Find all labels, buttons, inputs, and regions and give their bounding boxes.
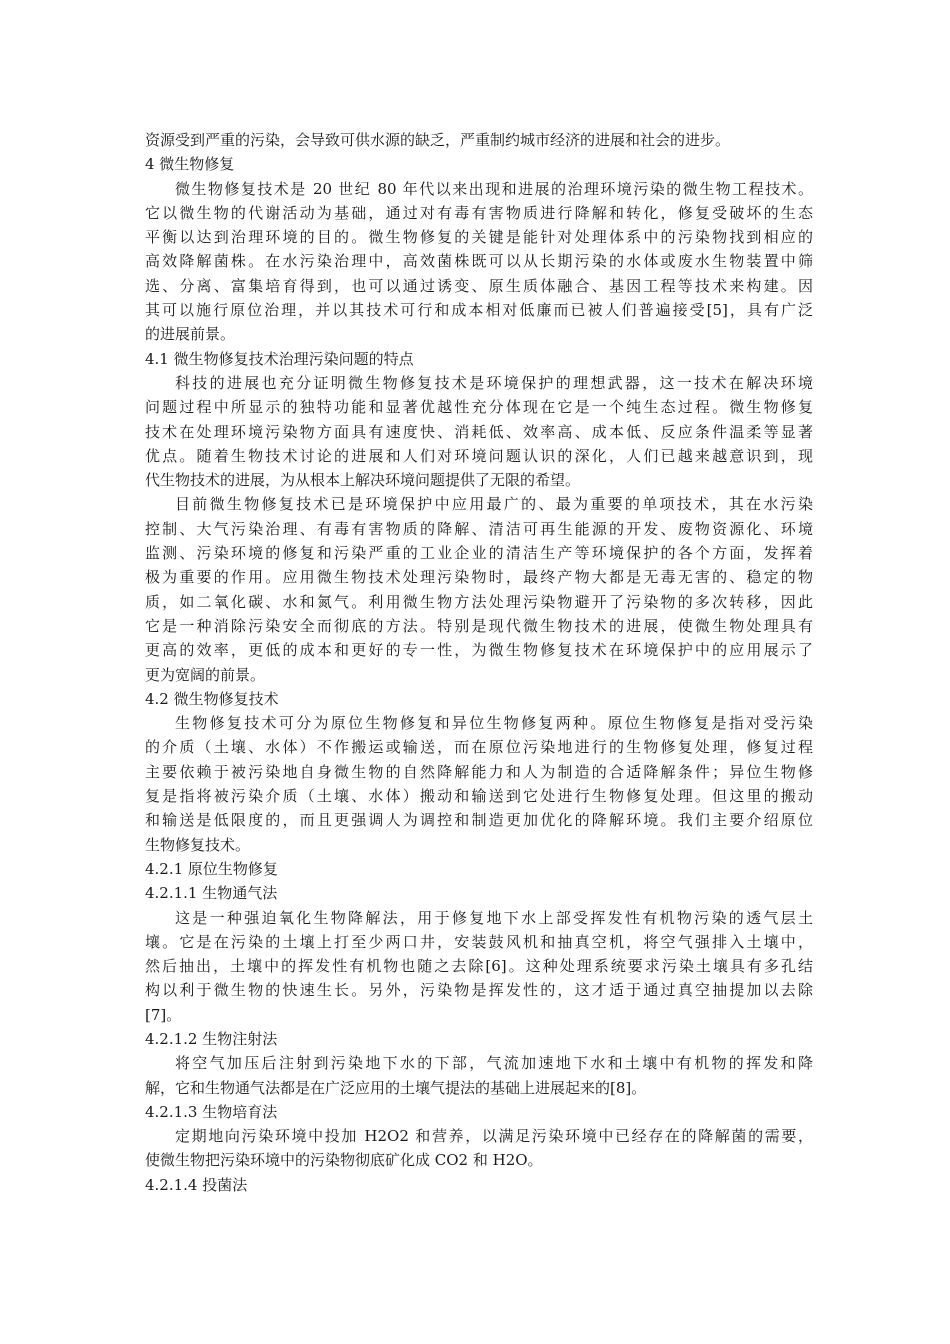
paragraph-line: 壤。它是在污染的土壤上打至少两口井，安装鼓风机和抽真空机，将空气强排入土壤中， [145,932,813,951]
paragraph-line: 这是一种强迫氧化生物降解法，用于修复地下水上部受挥发性有机物污染的透气层土 [175,908,813,927]
paragraph-line: 主要依赖于被污染地自身微生物的自然降解能力和人为制造的合适降解条件；异位生物修 [145,762,813,781]
section-heading: 4.2.1.1 生物通气法 [145,884,278,903]
paragraph-line: 问题过程中所显示的独特功能和显著优越性充分体现在它是一个纯生态过程。微生物修复 [145,398,813,417]
section-heading: 4 微生物修复 [145,155,235,174]
paragraph-line: 和输送是低限度的，而且更强调人为调控和制造更加优化的降解环境。我们主要介绍原位 [145,811,813,830]
paragraph-line: 复是指将被污染介质（土壤、水体）搬动和输送到它处进行生物修复处理。但这里的搬动 [145,787,813,806]
section-heading: 4.2.1 原位生物修复 [145,859,278,878]
paragraph-line: 更高的效率，更低的成本和更好的专一性，为微生物修复技术在环境保护中的应用展示了 [145,641,813,660]
paragraph-line: 监测、污染环境的修复和污染严重的工业企业的清洁生产等环境保护的各个方面，发挥着 [145,544,813,563]
paragraph-line: 平衡以达到治理环境的目的。微生物修复的关键是能针对处理体系中的污染物找到相应的 [145,228,813,247]
paragraph-line: 然后抽出，土壤中的挥发性有机物也随之去除[6]。这种处理系统要求污染土壤具有多孔结 [145,957,813,976]
paragraph-line: 代生物技术的进展，为从根本上解决环境问题提供了无限的希望。 [145,471,581,490]
paragraph-line: 控制、大气污染治理、有毒有害物质的降解、清洁可再生能源的开发、废物资源化、环境 [145,519,813,538]
section-heading: 4.2.1.3 生物培育法 [145,1102,278,1121]
paragraph-line: 技术在处理环境污染物方面具有速度快、消耗低、效率高、成本低、反应条件温柔等显著 [145,422,813,441]
paragraph-line: 它是一种消除污染安全而彻底的方法。特别是现代微生物技术的进展，使微生物处理具有 [145,616,813,635]
paragraph-line: [7]。 [145,1005,182,1024]
paragraph-line: 其可以施行原位治理，并以其技术可行和成本相对低廉而已被人们普遍接受[5]，具有广泛 [145,301,813,320]
paragraph-line: 生物修复技术可分为原位生物修复和异位生物修复两种。原位生物修复是指对受污染 [175,714,813,733]
paragraph-line: 科技的进展也充分证明微生物修复技术是环境保护的理想武器，这一技术在解决环境 [175,373,813,392]
paragraph-line: 定期地向污染环境中投加 H2O2 和营养，以满足污染环境中已经存在的降解菌的需要， [175,1127,813,1146]
paragraph-line: 微生物修复技术是 20 世纪 80 年代以来出现和进展的治理环境污染的微生物工程技术。 [175,179,813,198]
document-page [145,128,813,1197]
paragraph-line: 构以利于微生物的快速生长。另外，污染物是挥发性的，这才适于通过真空抽提加以去除 [145,981,813,1000]
paragraph-line: 优点。随着生物技术讨论的进展和人们对环境问题认识的深化，人们已越来越意识到，现 [145,446,813,465]
paragraph-line: 的介质（土壤、水体）不作搬运或输送，而在原位污染地进行的生物修复处理，修复过程 [145,738,813,757]
section-heading: 4.2.1.2 生物注射法 [145,1029,278,1048]
paragraph-line: 解，它和生物通气法都是在广泛应用的土壤气提法的基础上进展起来的[8]。 [145,1078,647,1097]
paragraph-line: 高效降解菌株。在水污染治理中，高效菌株既可以从长期污染的水体或废水生物装置中筛 [145,252,813,271]
paragraph-line: 使微生物把污染环境中的污染物彻底矿化成 CO2 和 H2O。 [145,1151,543,1170]
paragraph-line: 极为重要的作用。应用微生物技术处理污染物时，最终产物大都是无毒无害的、稳定的物 [145,568,813,587]
paragraph-line: 生物修复技术。 [145,835,251,854]
section-heading: 4.2 微生物修复技术 [145,689,279,708]
paragraph-line: 更为宽阔的前景。 [145,665,266,684]
paragraph-line: 选、分离、富集培育得到，也可以通过诱变、原生质体融合、基因工程等技术来构建。因 [145,276,813,295]
paragraph-line: 目前微生物修复技术已是环境保护中应用最广的、最为重要的单项技术，其在水污染 [175,495,813,514]
section-heading: 4.1 微生物修复技术治理污染问题的特点 [145,349,414,368]
paragraph-line: 它以微生物的代谢活动为基础，通过对有毒有害物质进行降解和转化，修复受破坏的生态 [145,203,813,222]
paragraph-line: 的进展前景。 [145,325,236,344]
paragraph-line: 质，如二氧化碳、水和氮气。利用微生物方法处理污染物避开了污染物的多次转移，因此 [145,592,813,611]
paragraph-line: 资源受到严重的污染，会导致可供水源的缺乏，严重制约城市经济的进展和社会的进步。 [145,131,731,149]
paragraph-line: 将空气加压后注射到污染地下水的下部，气流加速地下水和土壤中有机物的挥发和降 [175,1054,813,1073]
section-heading: 4.2.1.4 投菌法 [145,1175,248,1194]
